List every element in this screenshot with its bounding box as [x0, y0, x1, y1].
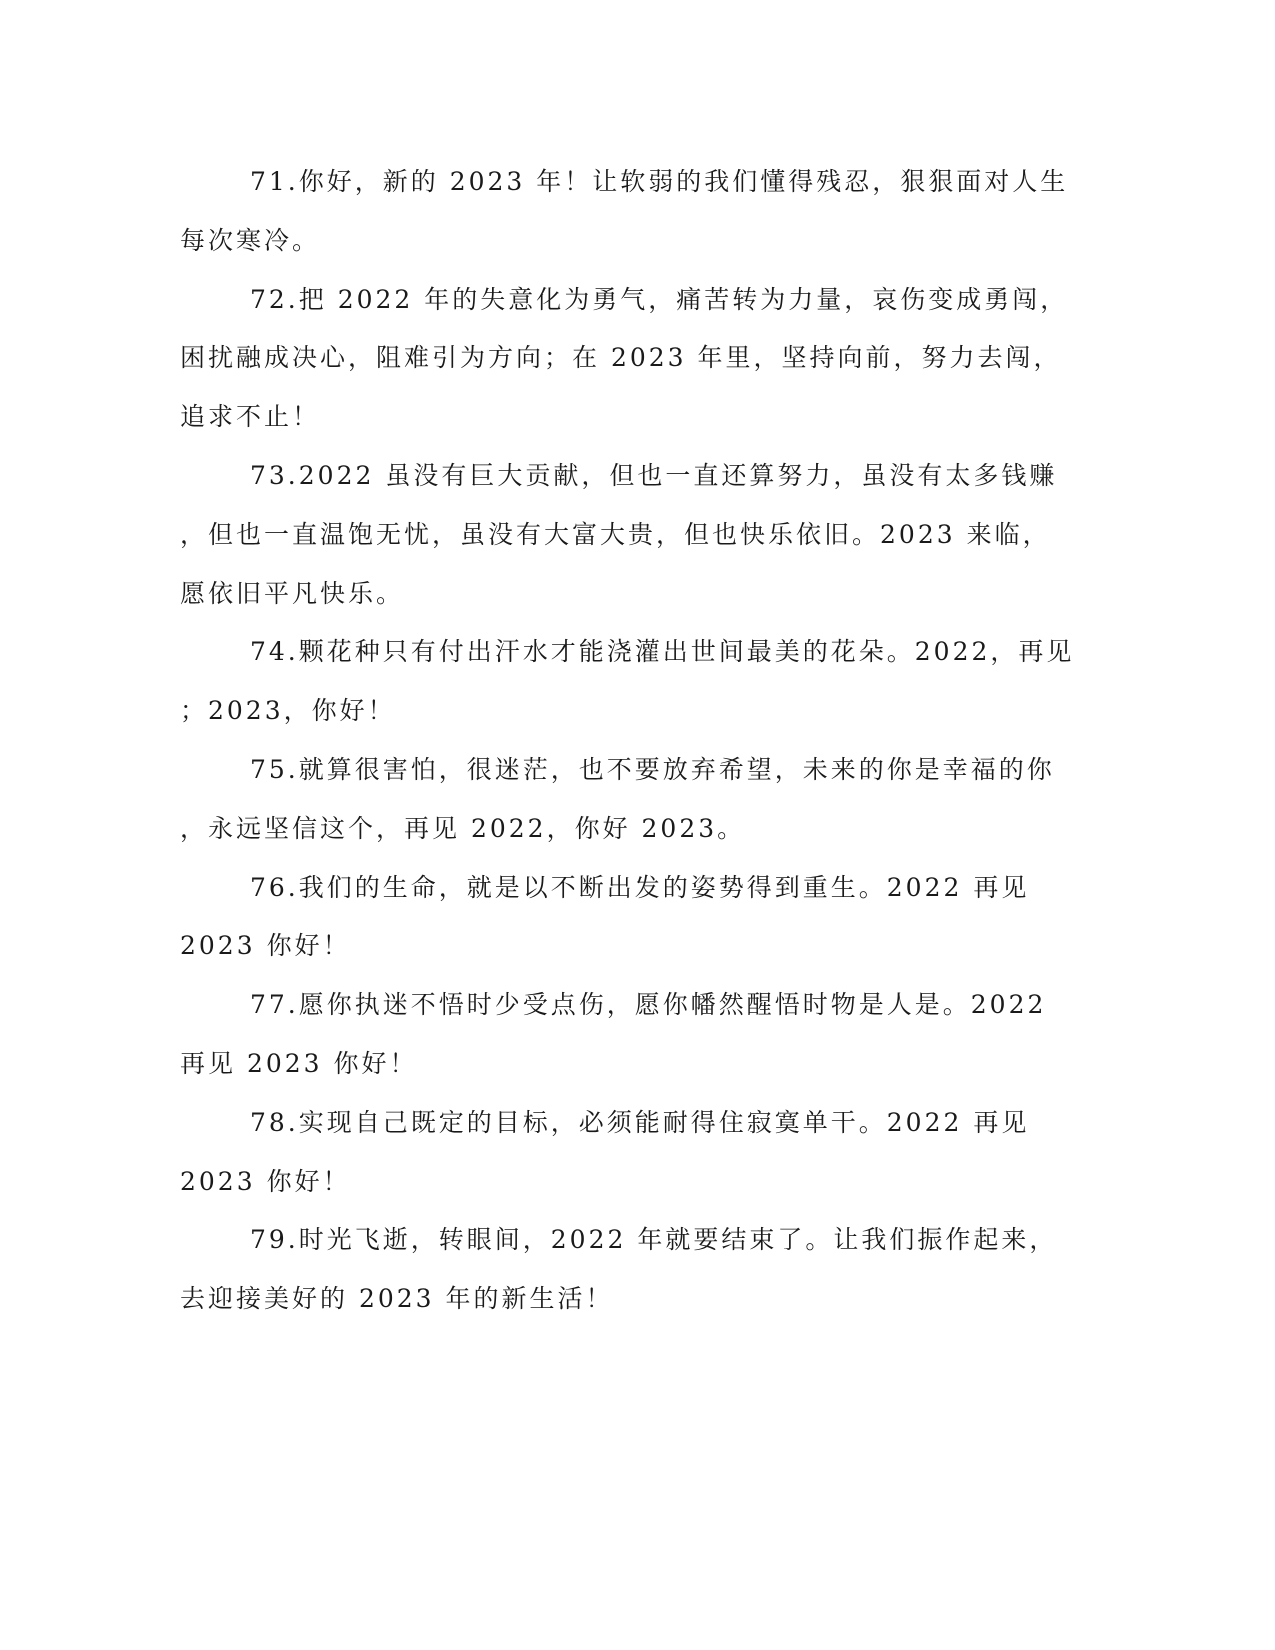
paragraph-73 [180, 454, 1058, 630]
text-line: 71.你好，新的 2023 年！让软弱的我们懂得残忍，狠狠面对人生 [250, 167, 1069, 196]
text-line: 76.我们的生命，就是以不断出发的姿势得到重生。2022 再见 [250, 872, 1030, 902]
paragraph-77 [180, 983, 1047, 1101]
text-line: 困扰融成决心，阻难引为方向；在 2023 年里，坚持向前，努力去闯， [180, 343, 1062, 373]
paragraph-72 [180, 278, 1069, 454]
text-line: 每次寒冷。 [180, 225, 321, 255]
text-line: 73.2022 虽没有巨大贡献，但也一直还算努力，虽没有太多钱赚 [250, 460, 1058, 490]
text-line: 去迎接美好的 2023 年的新生活！ [180, 1284, 614, 1314]
text-line: ，但也一直温饱无忧，虽没有大富大贵，但也快乐依旧。2023 来临， [180, 519, 1051, 549]
text-line: 追求不止！ [180, 402, 321, 432]
text-line: 2023 你好！ [180, 931, 351, 961]
text-line: 78.实现自己既定的目标，必须能耐得住寂寞单干。2022 再见 [250, 1107, 1030, 1137]
text-line: 72.把 2022 年的失意化为勇气，痛苦转为力量，哀伤变成勇闯， [250, 284, 1069, 314]
text-line: ；2023，你好！ [180, 696, 396, 726]
paragraph-78 [180, 1101, 1040, 1219]
text-line: 2023 你好！ [180, 1166, 351, 1196]
text-line: 75.就算很害怕，很迷茫，也不要放弃希望，未来的你是幸福的你 [250, 754, 1055, 784]
paragraph-75 [180, 748, 1055, 866]
document-page [180, 160, 1075, 1336]
paragraph-79 [180, 1218, 1058, 1336]
text-line: ，永远坚信这个，再见 2022，你好 2023。 [180, 813, 746, 843]
text-line: 79.时光飞逝，转眼间，2022 年就要结束了。让我们振作起来， [250, 1225, 1058, 1255]
paragraph-76 [180, 866, 1040, 984]
text-line: 再见 2023 你好！ [180, 1048, 418, 1078]
paragraph-71 [180, 160, 1069, 278]
text-line: 74.颗花种只有付出汗水才能浇灌出世间最美的花朵。2022，再见 [250, 637, 1075, 667]
text-line: 77.愿你执迷不悟时少受点伤，愿你幡然醒悟时物是人是。2022 [250, 990, 1047, 1020]
text-line: 愿依旧平凡快乐。 [180, 578, 405, 608]
paragraph-74 [180, 630, 1075, 748]
